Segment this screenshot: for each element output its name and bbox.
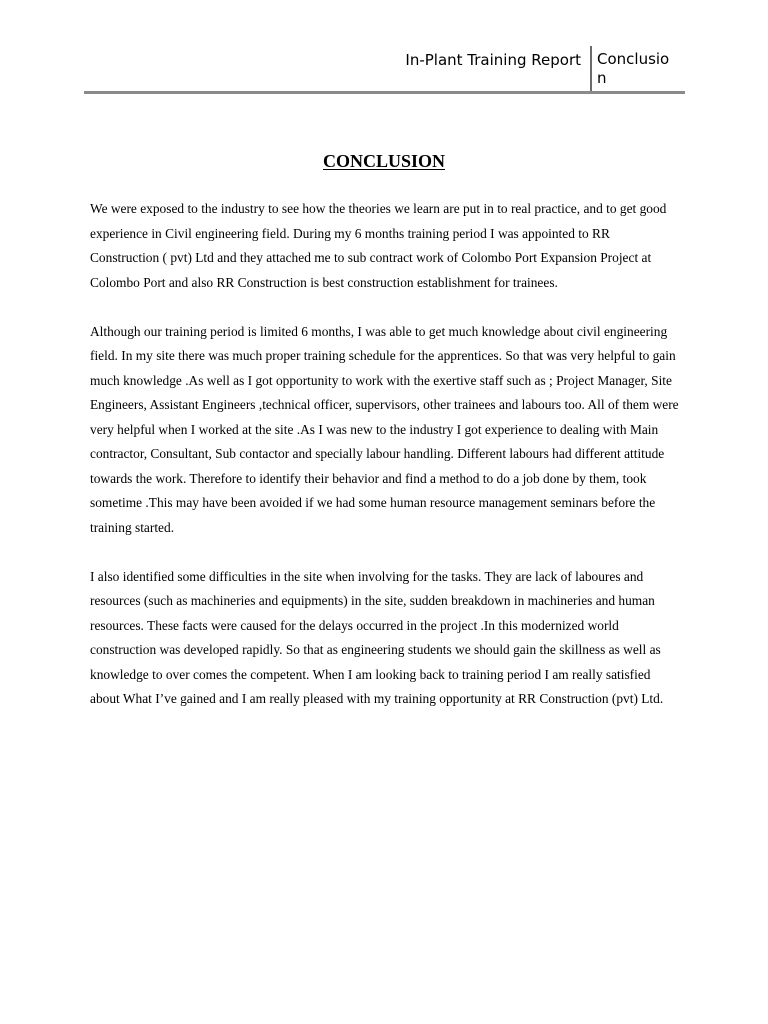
paragraph-3: I also identified some difficulties in the site when involving for the tasks. They are lack of laboures and resources (such as machineries and equipments) in the site, sudden breakdown in machineries and human resources. These facts were caused for the delays occurred in the project .In this modernized world construction was developed rapidly. So that as engineering students we should gain the skillness as well as knowledge to over comes the competent. When I am looking back to training period I am really satisfied about What I’ve gained and I am really pleased with my training opportunity at RR Construction (pvt) Ltd.	[90, 568, 664, 706]
body-text	[90, 197, 680, 736]
page-title: CONCLUSION	[322, 151, 446, 171]
paragraph-1: We were exposed to the industry to see how the theories we learn are put in to real practice, and to get good experience in Civil engineering field. During my 6 months training period I was appointed to RR Construction ( pvt) Ltd and they attached me to sub contract work of Colombo Port Expansion Project at Colombo Port and also RR Construction is best construction establishment for trainees.	[90, 201, 667, 290]
paragraph-2: Although our training period is limited 6 months, I was able to get much knowledge about civil engineering field. In my site there was much proper training schedule for the apprentices. So that was very helpful to gain much knowledge .As well as I got opportunity to work with the exertive staff such as ; Project Manager, Site Engineers, Assistant Engineers ,technical officer, supervisors, other trainees and labours too. All of them were very helpful when I worked at the site .As I was new to the industry I got experience to dealing with Main contractor, Consultant, Sub contactor and specially labour handling. Different labours had different attitude towards the work. Therefore to identify their behavior and find a method to do a job done by them, took sometime .This may have been avoided if we had some human resource management seminars before the training started.	[90, 323, 679, 535]
running-header	[84, 46, 685, 94]
header-section-name: Conclusion	[597, 50, 670, 87]
header-rule	[84, 91, 685, 94]
header-divider	[590, 46, 592, 92]
header-report-title: In-Plant Training Report	[405, 51, 581, 69]
